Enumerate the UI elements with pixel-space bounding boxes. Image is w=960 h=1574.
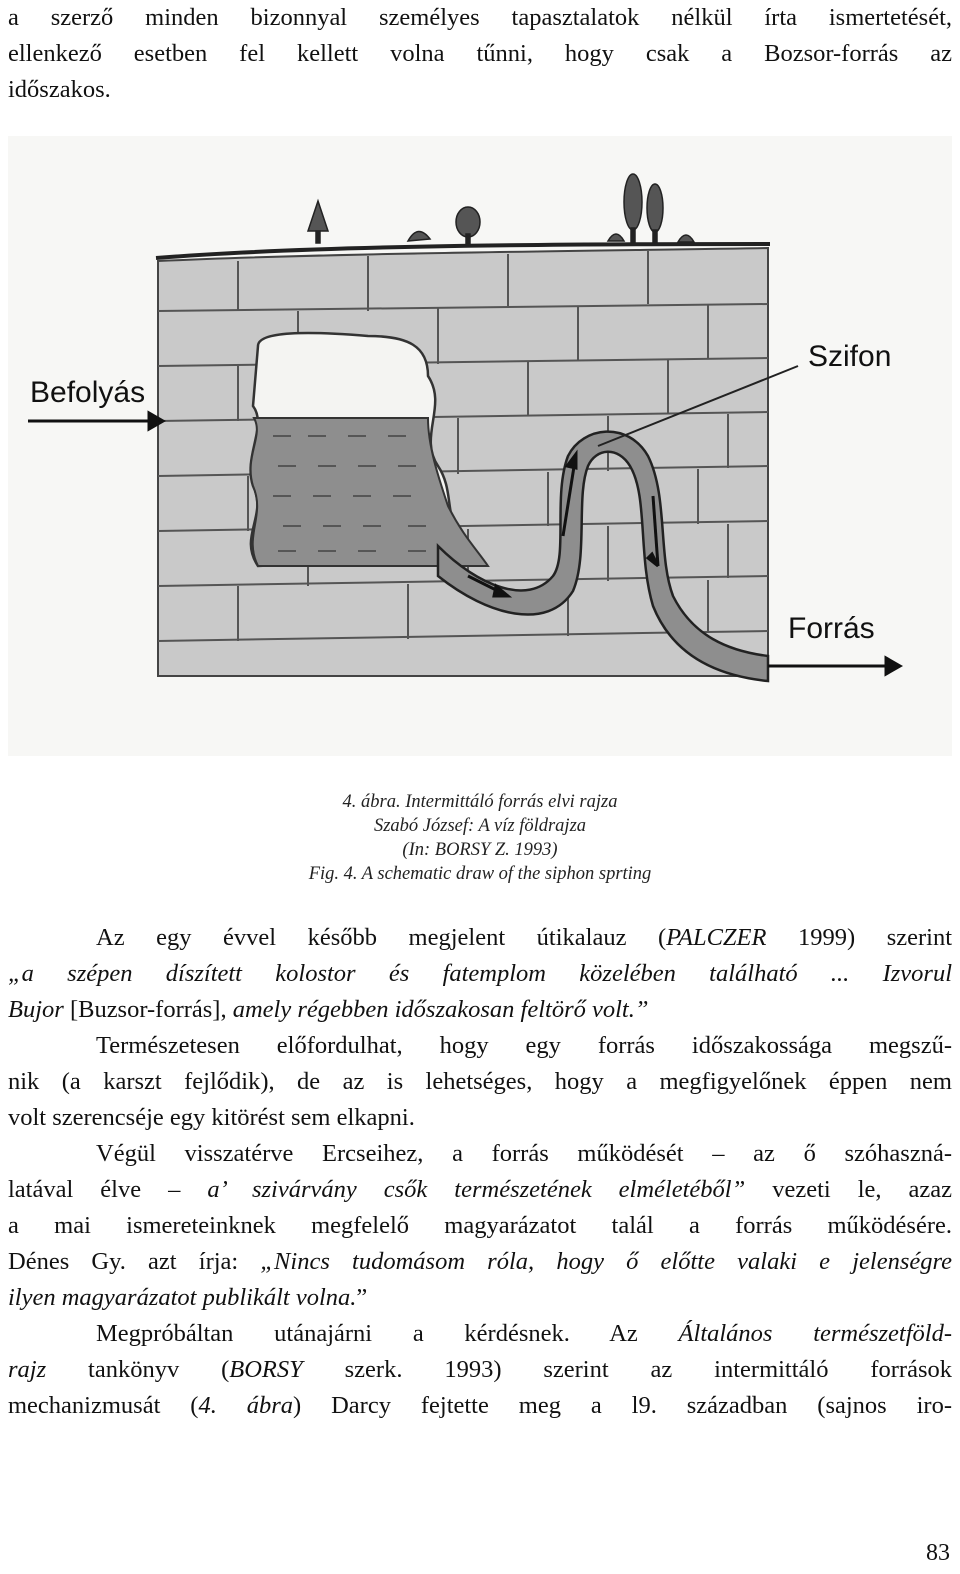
spring-label: Forrás	[788, 612, 875, 645]
siphon-spring-figure	[8, 136, 952, 756]
p1-line-3: Bujor [Buzsor-forrás], amely régebben időszakosan feltörő volt.”	[8, 996, 649, 1023]
caption-line-3: (In: BORSY Z. 1993)	[402, 840, 558, 860]
intro-line-2: ellenkező esetben fel kellett volna tűnni, hogy csak a Bozsor-forrás az	[8, 40, 952, 67]
p2-line-2: nik (a karszt fejlődik), de az is lehetséges, hogy a megfigyelőnek éppen nem	[8, 1068, 952, 1095]
p4-line-1: Megpróbáltan utánajárni a kérdésnek. Az Általános természetföld-	[96, 1320, 952, 1347]
figure-caption	[0, 790, 960, 886]
siphon-label: Szifon	[808, 340, 892, 373]
p2-line-1: Természetesen előfordulhat, hogy egy forrás időszakossága megszű-	[96, 1032, 952, 1059]
p3-line-2: latával élve – a’ szivárvány csők természetének elméletéből” vezeti le, azaz	[8, 1176, 952, 1203]
p3-line-4: Dénes Gy. azt írja: „Nincs tudomásom róla, hogy ő előtte valaki e jelenségre	[8, 1248, 952, 1275]
p3-line-3: a mai ismereteinknek megfelelő magyarázatot talál a forrás működésére.	[8, 1212, 952, 1239]
caption-line-2: Szabó József: A víz földrajza	[373, 816, 587, 836]
intro-line-3: időszakos.	[8, 76, 111, 103]
inflow-label: Befolyás	[30, 376, 146, 409]
p1-line-2: „a szépen díszített kolostor és fatemplom közelében található ... Izvorul	[8, 960, 952, 987]
page-number: 83	[926, 1540, 950, 1566]
p3-line-5: ilyen magyarázatot publikált volna.”	[8, 1284, 368, 1311]
intro-line-1: a szerző minden bizonnyal személyes tapasztalatok nélkül írta ismertetését,	[8, 4, 952, 31]
intro-paragraph	[8, 0, 952, 108]
p4-line-2: rajz tankönyv (BORSY szerk. 1993) szerint az intermittáló források	[8, 1356, 952, 1383]
p3-line-1: Végül visszatérve Ercseihez, a forrás működését – az ő szóhaszná-	[96, 1140, 952, 1167]
p4-line-3: mechanizmusát (4. ábra) Darcy fejtette meg a l9. században (sajnos iro-	[8, 1392, 952, 1419]
siphon-diagram	[8, 136, 952, 756]
caption-line-4: Fig. 4. A schematic draw of the siphon sprting	[308, 864, 652, 884]
body-text	[8, 920, 952, 1424]
p2-line-3: volt szerencséje egy kitörést sem elkapni.	[8, 1104, 415, 1131]
caption-line-1: 4. ábra. Intermittáló forrás elvi rajza	[342, 792, 618, 812]
p1-line-1: Az egy évvel később megjelent útikalauz (PALCZER 1999) szerint	[96, 924, 952, 951]
